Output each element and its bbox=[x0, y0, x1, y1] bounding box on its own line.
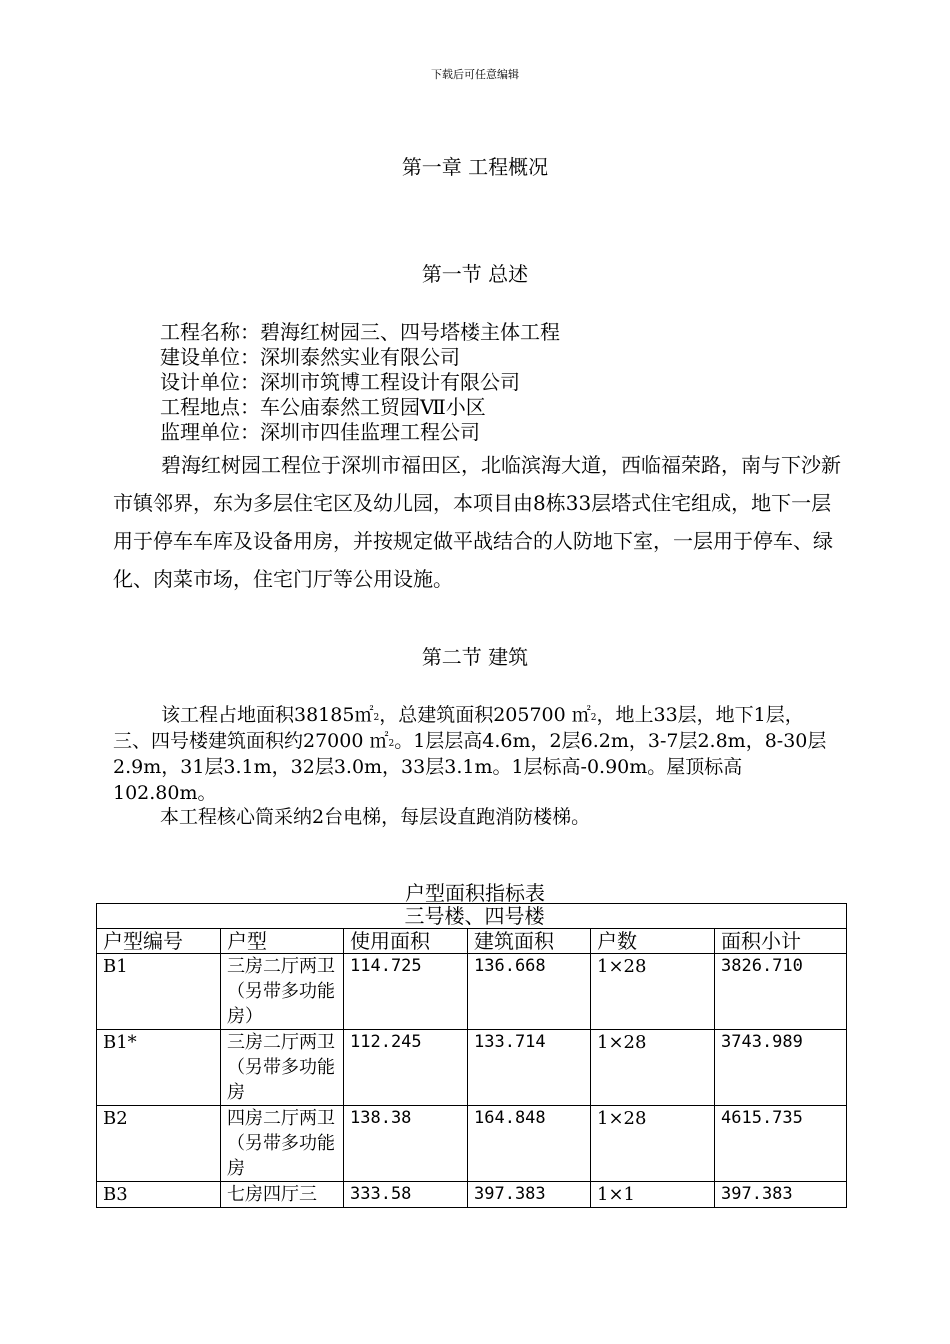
cell-building-area: 164.848 bbox=[468, 1106, 591, 1182]
col-header-unit-type: 户型 bbox=[221, 929, 344, 954]
table-row bbox=[97, 1106, 847, 1182]
info-designer: 设计单位：深圳市筑博工程设计有限公司 bbox=[160, 370, 520, 394]
col-header-area-subtotal: 面积小计 bbox=[715, 929, 847, 954]
section-title-architecture: 第二节 建筑 bbox=[421, 645, 529, 669]
cell-usable-area: 114.725 bbox=[344, 954, 468, 1030]
architecture-paragraph: 该工程占地面积38185㎡$^2$，总建筑面积205700 ㎡$^2$，地上33层，地下1层，三、四号楼建筑面积约27000 ㎡$^2$。1层层高4.6m，2层6.2m，3-7层2.8m，8-30层2.9m，31层3.1m，32层3.0m，33层3.1m。1层标高-0.90m。屋顶标高102.80m。 bbox=[113, 704, 827, 804]
info-supervisor: 监理单位：深圳市四佳监理工程公司 bbox=[160, 420, 480, 444]
cell-unit-count: 1×28 bbox=[591, 954, 715, 1030]
cell-unit-code: B2 bbox=[97, 1106, 221, 1182]
cell-unit-code: B1 bbox=[97, 954, 221, 1030]
cell-unit-count: 1×28 bbox=[591, 1106, 715, 1182]
section-title-overview: 第一节 总述 bbox=[421, 262, 529, 286]
table-group-header: 三号楼、四号楼 bbox=[97, 904, 847, 929]
overview-paragraph: 碧海红树园工程位于深圳市福田区，北临滨海大道，西临福荣路，南与下沙新市镇邻界，东为多层住宅区及幼儿园，本项目由8栋33层塔式住宅组成，地下一层用于停车车库及设备用房，并按规定做平战结合的人防地下室，一层用于停车、绿化、肉菜市场，住宅门厅等公用设施。 bbox=[113, 453, 841, 591]
cell-unit-code: B1* bbox=[97, 1030, 221, 1106]
cell-unit-type: 三房二厅两卫（另带多功能房） bbox=[221, 954, 344, 1030]
chapter-title: 第一章 工程概况 bbox=[401, 155, 549, 179]
col-header-usable-area: 使用面积 bbox=[344, 929, 468, 954]
table-row bbox=[97, 1030, 847, 1106]
cell-unit-code: B3 bbox=[97, 1182, 221, 1208]
cell-area-subtotal: 3743.989 bbox=[715, 1030, 847, 1106]
table-row bbox=[97, 1182, 847, 1208]
cell-unit-type: 三房二厅两卫（另带多功能房 bbox=[221, 1030, 344, 1106]
table-group-header-row bbox=[97, 904, 847, 929]
table-title: 户型面积指标表 bbox=[405, 881, 545, 905]
cell-area-subtotal: 397.383 bbox=[715, 1182, 847, 1208]
info-client: 建设单位：深圳泰然实业有限公司 bbox=[160, 345, 460, 369]
col-header-unit-code: 户型编号 bbox=[97, 929, 221, 954]
info-location: 工程地点：车公庙泰然工贸园Ⅶ小区 bbox=[160, 395, 486, 419]
info-project-name: 工程名称：碧海红树园三、四号塔楼主体工程 bbox=[160, 320, 560, 344]
cell-unit-type: 七房四厅三 bbox=[221, 1182, 344, 1208]
cell-usable-area: 333.58 bbox=[344, 1182, 468, 1208]
cell-area-subtotal: 4615.735 bbox=[715, 1106, 847, 1182]
elevator-paragraph: 本工程核心筒采纳2台电梯，每层设直跑消防楼梯。 bbox=[160, 806, 591, 828]
cell-building-area: 136.668 bbox=[468, 954, 591, 1030]
cell-building-area: 397.383 bbox=[468, 1182, 591, 1208]
cell-building-area: 133.714 bbox=[468, 1030, 591, 1106]
unit-area-table bbox=[96, 903, 847, 1208]
header-note: 下载后可任意编辑 bbox=[431, 68, 519, 81]
cell-usable-area: 112.245 bbox=[344, 1030, 468, 1106]
table-header-row bbox=[97, 929, 847, 954]
col-header-building-area: 建筑面积 bbox=[468, 929, 591, 954]
col-header-unit-count: 户数 bbox=[591, 929, 715, 954]
cell-unit-count: 1×28 bbox=[591, 1030, 715, 1106]
cell-usable-area: 138.38 bbox=[344, 1106, 468, 1182]
cell-unit-type: 四房二厅两卫（另带多功能房 bbox=[221, 1106, 344, 1182]
table-row bbox=[97, 954, 847, 1030]
cell-area-subtotal: 3826.710 bbox=[715, 954, 847, 1030]
cell-unit-count: 1×1 bbox=[591, 1182, 715, 1208]
